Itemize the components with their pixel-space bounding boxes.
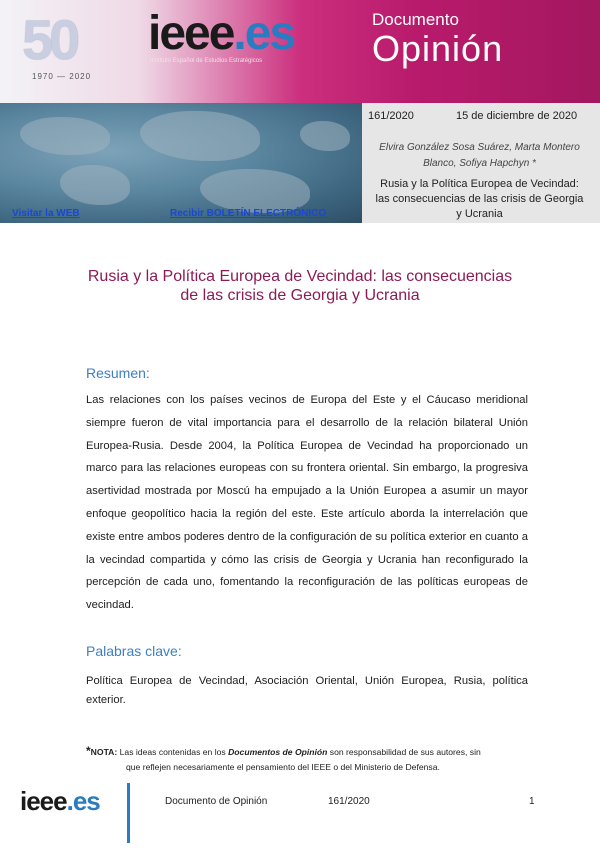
- footer-logo: ieee.es: [20, 786, 100, 816]
- footnote: [86, 744, 532, 775]
- footnote-line-2: que reflejen necesariamente el pensamiento del IEEE o del Ministerio de Defensa.: [126, 762, 440, 772]
- abstract-heading: Resumen:: [86, 365, 150, 381]
- visit-web-link[interactable]: Visitar la WEB: [12, 208, 80, 219]
- keywords-text: Política Europea de Vecindad, Asociación Oriental, Unión Europea, Rusia, política exterior.: [86, 675, 528, 706]
- anniversary-number: 50: [22, 8, 77, 71]
- title-line-2: de las crisis de Georgia y Ucrania: [180, 287, 420, 304]
- anniversary-years: 1970 — 2020: [32, 72, 92, 81]
- doc-type: Opinión: [372, 28, 504, 69]
- document-title: [60, 267, 540, 305]
- header-banner: [0, 0, 600, 223]
- authors: Elvira González Sosa Suárez, Marta Montero Blanco, Sofiya Hapchyn *: [379, 142, 580, 169]
- footer-divider: [127, 783, 130, 843]
- anniversary-logo: [22, 8, 112, 88]
- title-line-1: Rusia y la Política Europea de Vecindad: las consecuencias: [87, 268, 513, 285]
- banner-doc-title: Rusia y la Política Europea de Vecindad: las consecuencias de las crisis de Georgia y Ucrania: [375, 178, 584, 220]
- ieee-logo-subtitle: Instituto Español de Estudios Estratégicos: [150, 58, 263, 64]
- doc-label: Documento: [372, 10, 459, 29]
- publication-date: 15 de diciembre de 2020: [456, 110, 578, 122]
- footnote-star: *: [86, 744, 91, 758]
- footer-doc-type: Documento de Opinión: [165, 796, 268, 807]
- footnote-emphasis: Documentos de Opinión: [228, 747, 328, 757]
- banner-world-map: [0, 103, 362, 223]
- footnote-text-b: son responsabilidad de sus autores, sin: [327, 747, 481, 757]
- newsletter-link[interactable]: Recibir BOLETÍN ELECTRÓNICO: [170, 208, 327, 219]
- footnote-label: NOTA:: [90, 747, 118, 757]
- ieee-logo: ieee.es: [148, 7, 295, 60]
- footer-doc-number: 161/2020: [328, 796, 370, 807]
- footnote-text-a: Las ideas contenidas en los: [117, 747, 229, 757]
- page-number: 1: [529, 796, 535, 807]
- abstract-text: Las relaciones con los países vecinos de Europa del Este y el Cáucaso meridional siempre fueron de vital importancia para el desarrollo de la relación bilateral Unión Europea-Rusia. Desde 2004, la Política Europea de Vecindad ha proporcionado un marco para las relaciones europeas con su frontera oriental. Sin embargo, la progresiva asertividad mostrada por Moscú ha empujado a la Unión Europea a asumir un mayor enfoque geopolítico hacia la región del este. Este artículo aborda la interrelación que existe entre ambos poderes dentro de la configuración de su política exterior en cuanto a la vecindad compartida y cómo las crisis de Georgia y Ucrania han reconfigurado la percepción de cada uno, fomentando la reconfiguración de las políticas europeas de vecindad.: [86, 394, 528, 612]
- reference-number: 161/2020: [368, 110, 414, 122]
- keywords-heading: Palabras clave:: [86, 643, 182, 659]
